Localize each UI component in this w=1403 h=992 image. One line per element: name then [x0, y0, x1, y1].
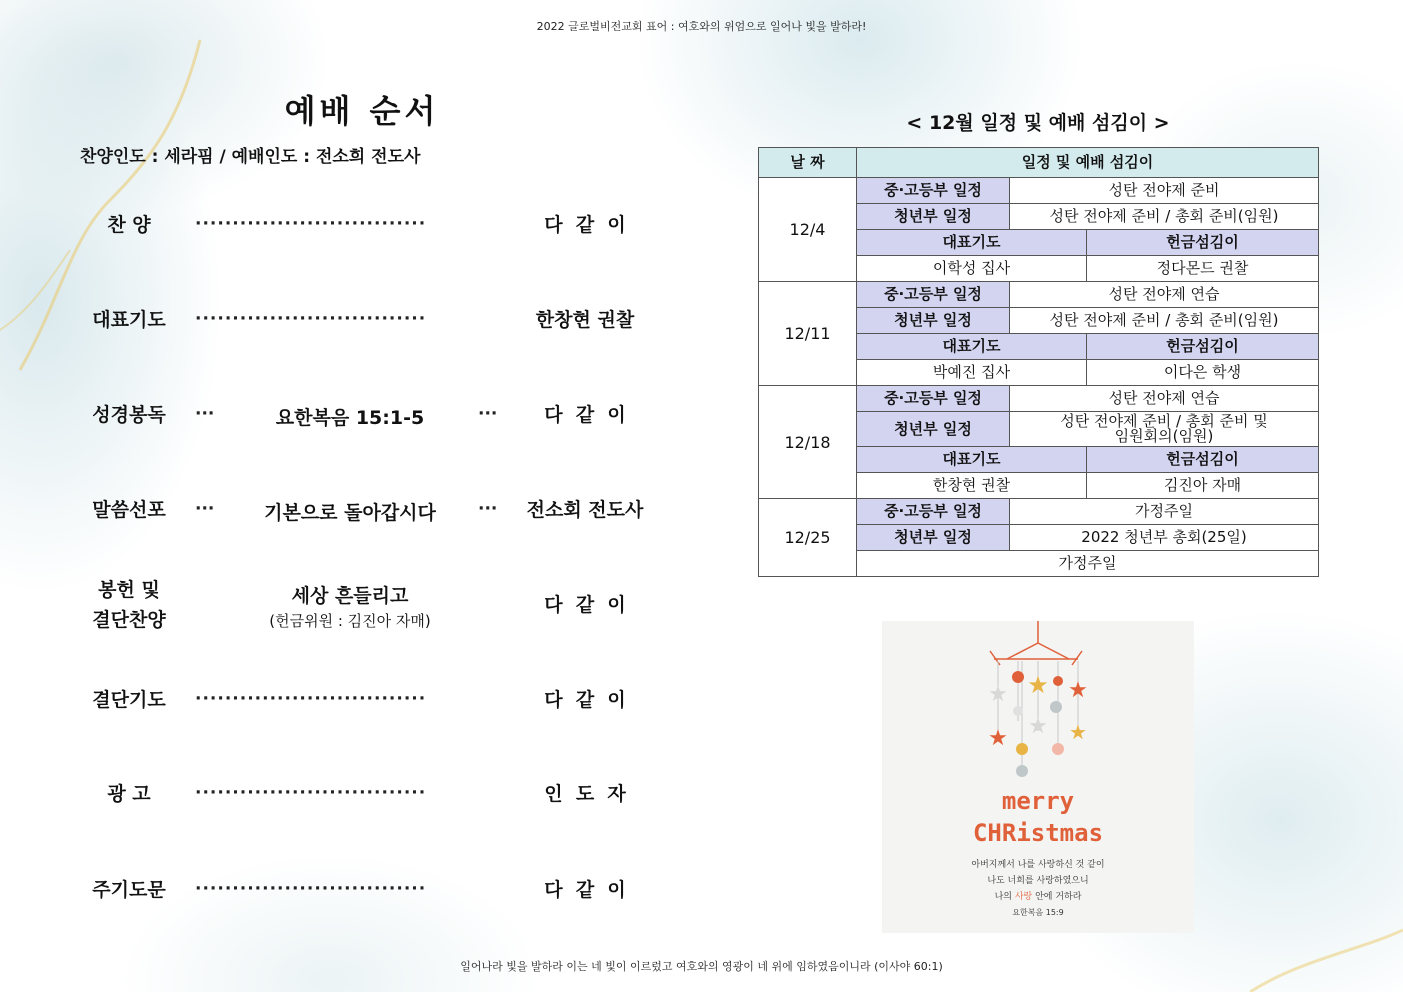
order-item-label: 성경봉독	[92, 404, 166, 426]
young-adult-schedule: 성탄 전야제 준비 / 총회 준비(임원)	[1010, 204, 1319, 230]
svg-text:★: ★	[1069, 720, 1087, 744]
order-item-label: 말씀선포	[92, 499, 166, 521]
order-item-person: 인 도 자	[544, 783, 626, 805]
table-row	[759, 282, 1319, 308]
label-youth: 중·고등부 일정	[857, 386, 1010, 412]
star-mobile-illustration	[882, 621, 1194, 781]
offering-song	[230, 581, 470, 631]
label-youth: 중·고등부 일정	[857, 499, 1010, 525]
youth-schedule: 성탄 전야제 연습	[1010, 386, 1319, 412]
order-item-label: 대표기도	[92, 309, 166, 331]
order-item-label: 주기도문	[92, 879, 166, 901]
schedule-title: < 12월 일정 및 예배 섬김이 >	[906, 112, 1170, 134]
christmas-card-image	[882, 621, 1194, 933]
table-row	[759, 178, 1319, 204]
label-offering: 헌금섬김이	[1087, 230, 1319, 256]
week-date: 12/25	[759, 499, 857, 577]
label-offering: 헌금섬김이	[1087, 447, 1319, 473]
week-date: 12/11	[759, 282, 857, 386]
order-title: 예배 순서	[284, 92, 440, 130]
prayer-person: 박예진 집사	[857, 360, 1087, 386]
svg-text:★: ★	[1068, 678, 1088, 703]
young-adult-schedule: 성탄 전야제 준비 / 총회 준비(임원)	[1010, 308, 1319, 334]
label-prayer: 대표기도	[857, 334, 1087, 360]
order-item-person: 다 같 이	[544, 689, 626, 711]
svg-text:★: ★	[988, 726, 1008, 751]
family-sunday-note: 가정주일	[857, 551, 1319, 577]
order-item-person: 다 같 이	[544, 879, 626, 901]
label-youth: 중·고등부 일정	[857, 178, 1010, 204]
label-offering: 헌금섬김이	[1087, 334, 1319, 360]
card-verse-highlight: 사랑	[1014, 892, 1033, 902]
label-young-adult: 청년부 일정	[857, 525, 1010, 551]
order-item-label: 광 고	[107, 783, 151, 805]
offering-person: 이다은 학생	[1087, 360, 1319, 386]
young-adult-schedule-line2: 임원회의(임원)	[1114, 427, 1214, 445]
order-row-praise	[80, 210, 660, 270]
card-verse-text: 안에 거하라	[1032, 892, 1082, 902]
order-item-person: 전소회 전도사	[526, 499, 644, 521]
week-date: 12/4	[759, 178, 857, 282]
svg-text:★: ★	[988, 682, 1008, 707]
order-item-person: 다 같 이	[544, 594, 626, 616]
youth-schedule: 가정주일	[1010, 499, 1319, 525]
order-item-label: 찬 양	[107, 214, 151, 236]
offering-song-title: 세상 흔들리고	[291, 585, 409, 607]
order-row-announcements	[80, 779, 660, 839]
label-prayer: 대표기도	[857, 447, 1087, 473]
offering-committee: (헌금위원 : 김진아 자매)	[269, 612, 431, 630]
christmas-text: CHRistmas	[972, 819, 1104, 847]
young-adult-schedule	[1010, 412, 1319, 447]
week-date: 12/18	[759, 386, 857, 499]
scripture-reference: 요한복음 15:1-5	[275, 407, 425, 429]
order-row-offering	[80, 575, 660, 635]
schedule-table	[758, 147, 1319, 577]
table-row	[759, 499, 1319, 525]
young-adult-schedule-line1: 성탄 전야제 준비 / 총회 준비 및	[1060, 412, 1268, 430]
dot-leader: ·······························	[195, 689, 427, 709]
church-motto: 2022 글로벌비전교회 표어 : 여호와의 위엄으로 일어나 빛을 발하라!	[536, 20, 867, 33]
label-young-adult: 청년부 일정	[857, 308, 1010, 334]
label-prayer: 대표기도	[857, 230, 1087, 256]
order-row-decision-prayer	[80, 685, 660, 745]
table-header-row	[759, 148, 1319, 178]
order-row-lords-prayer	[80, 875, 660, 935]
young-adult-schedule: 2022 청년부 총회(25일)	[1010, 525, 1319, 551]
svg-text:★: ★	[1027, 671, 1049, 699]
youth-schedule: 성탄 전야제 연습	[1010, 282, 1319, 308]
offering-person: 정다몬드 권찰	[1087, 256, 1319, 282]
card-verse-ref: 요한복음 15:9	[1012, 908, 1064, 917]
table-row	[759, 386, 1319, 412]
dot-leader: ···	[478, 499, 498, 519]
card-verse-line2: 나도 너희를 사랑하였으니	[987, 876, 1089, 886]
header-date: 날 짜	[759, 148, 857, 178]
order-item-label: 결단기도	[92, 689, 166, 711]
svg-text:★: ★	[1028, 714, 1048, 739]
youth-schedule: 성탄 전야제 준비	[1010, 178, 1319, 204]
order-item-person: 다 같 이	[544, 404, 626, 426]
dot-leader: ···	[478, 404, 498, 424]
order-item-person: 다 같 이	[544, 214, 626, 236]
offering-person: 김진아 자매	[1087, 473, 1319, 499]
dot-leader: ·······························	[195, 309, 427, 329]
dot-leader: ·······························	[195, 879, 427, 899]
card-verse-line3	[882, 889, 1194, 902]
dot-leader: ···	[195, 404, 215, 424]
prayer-person: 한창현 권찰	[857, 473, 1087, 499]
order-row-prayer	[80, 305, 660, 365]
label-young-adult: 청년부 일정	[857, 204, 1010, 230]
worship-leaders: 찬양인도 : 세라핌 / 예배인도 : 전소희 전도사	[80, 147, 421, 167]
header-content: 일정 및 예배 섬김이	[857, 148, 1319, 178]
card-verse-text: 나의	[994, 892, 1015, 902]
order-item-label	[80, 575, 178, 635]
dot-leader: ·······························	[195, 783, 427, 803]
order-row-sermon	[80, 495, 660, 555]
order-item-label-line1: 봉헌 및	[98, 579, 160, 601]
sermon-title: 기본으로 돌아갑시다	[264, 502, 436, 524]
label-young-adult: 청년부 일정	[857, 412, 1010, 447]
card-verse-line1: 아버지께서 나를 사랑하신 것 같이	[971, 860, 1105, 870]
footer-verse: 일어나라 빛을 발하라 이는 네 빛이 이르렀고 여호와의 영광이 네 위에 임하였음이니라 (이사야 60:1)	[460, 960, 943, 973]
order-item-label-line2: 결단찬양	[92, 609, 166, 631]
dot-leader: ···	[195, 499, 215, 519]
order-row-scripture	[80, 400, 660, 460]
prayer-person: 이학성 집사	[857, 256, 1087, 282]
merry-text: merry	[1001, 787, 1075, 815]
label-youth: 중·고등부 일정	[857, 282, 1010, 308]
dot-leader: ·······························	[195, 214, 427, 234]
order-item-person: 한창현 권찰	[535, 309, 635, 331]
